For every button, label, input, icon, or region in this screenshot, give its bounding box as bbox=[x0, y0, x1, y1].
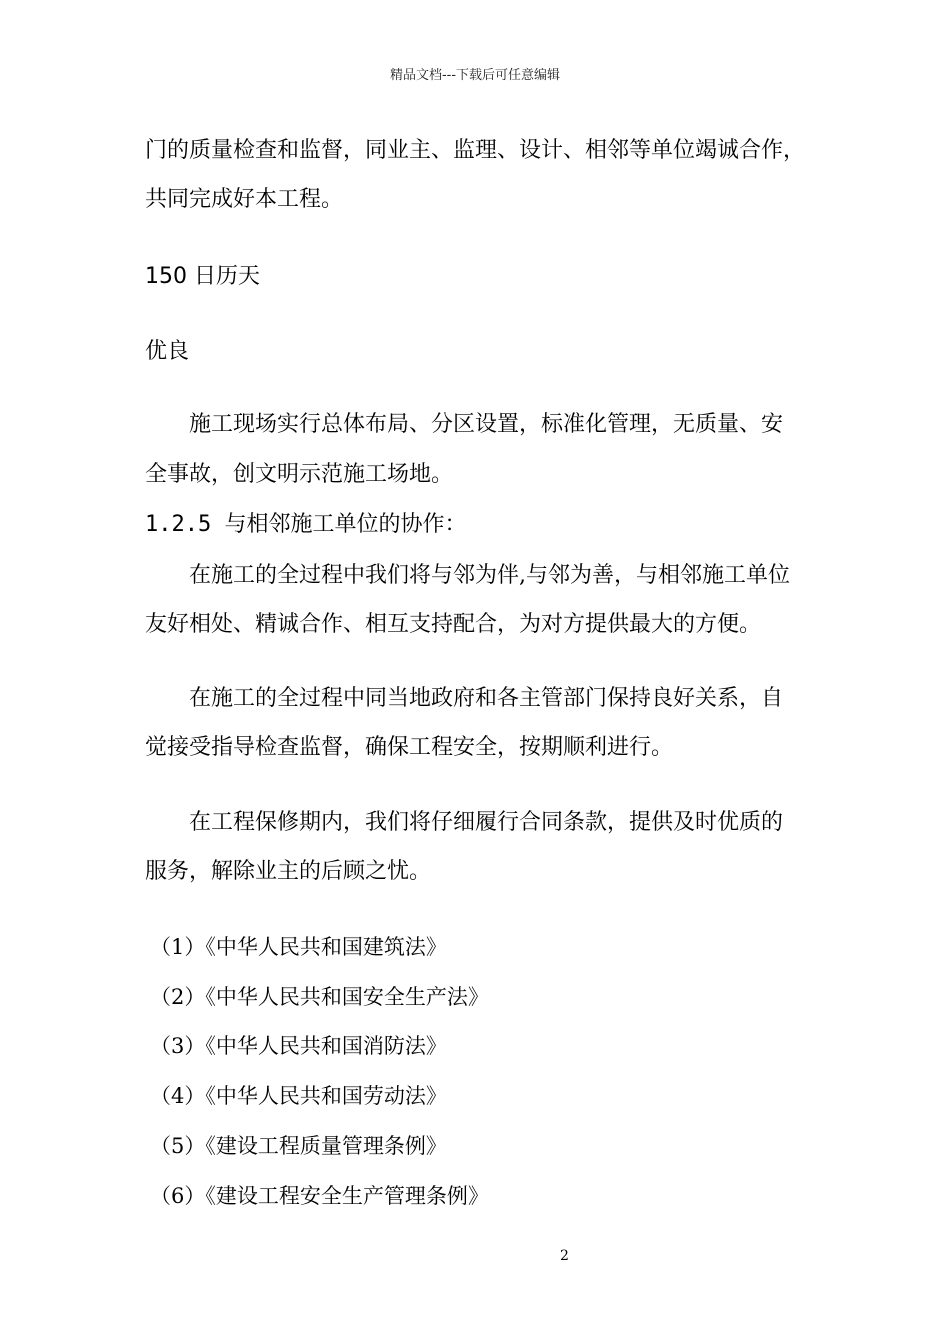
paragraph-4-line-1: 在施工的全过程中同当地政府和各主管部门保持良好关系，自 bbox=[189, 686, 784, 711]
page-number: 2 bbox=[560, 1248, 569, 1264]
quality-text: 优良 bbox=[145, 339, 190, 364]
duration-text: 150 日历天 bbox=[145, 264, 260, 289]
law-list-item: （3）《中华人民共和国消防法》 bbox=[150, 1034, 447, 1058]
law-list-item: （1）《中华人民共和国建筑法》 bbox=[150, 935, 447, 959]
paragraph-2-line-2: 全事故，创文明示范施工场地。 bbox=[145, 462, 454, 487]
paragraph-2-line-1: 施工现场实行总体布局、分区设置，标准化管理，无质量、安 bbox=[189, 412, 784, 437]
paragraph-5-line-1: 在工程保修期内，我们将仔细履行合同条款，提供及时优质的 bbox=[189, 810, 784, 835]
page-header: 精品文档---下载后可任意编辑 bbox=[389, 68, 561, 83]
paragraph-4-line-2: 觉接受指导检查监督，确保工程安全，按期顺利进行。 bbox=[145, 735, 674, 760]
law-list-item: （4）《中华人民共和国劳动法》 bbox=[150, 1084, 447, 1108]
law-list-item: （2）《中华人民共和国安全生产法》 bbox=[150, 985, 489, 1009]
section-heading: 1.2.5 与相邻施工单位的协作： bbox=[145, 512, 467, 537]
paragraph-1-line-2: 共同完成好本工程。 bbox=[145, 187, 344, 212]
paragraph-3-line-1: 在施工的全过程中我们将与邻为伴,与邻为善，与相邻施工单位 bbox=[189, 563, 790, 588]
law-list-item: （5）《建设工程质量管理条例》 bbox=[150, 1134, 447, 1158]
law-list-item: （6）《建设工程安全生产管理条例》 bbox=[150, 1184, 489, 1208]
paragraph-5-line-2: 服务，解除业主的后顾之忧。 bbox=[145, 859, 432, 884]
paragraph-3-line-2: 友好相处、精诚合作、相互支持配合，为对方提供最大的方便。 bbox=[145, 612, 762, 637]
paragraph-1-line-1: 门的质量检查和监督，同业主、监理、设计、相邻等单位竭诚合作， bbox=[145, 138, 806, 163]
